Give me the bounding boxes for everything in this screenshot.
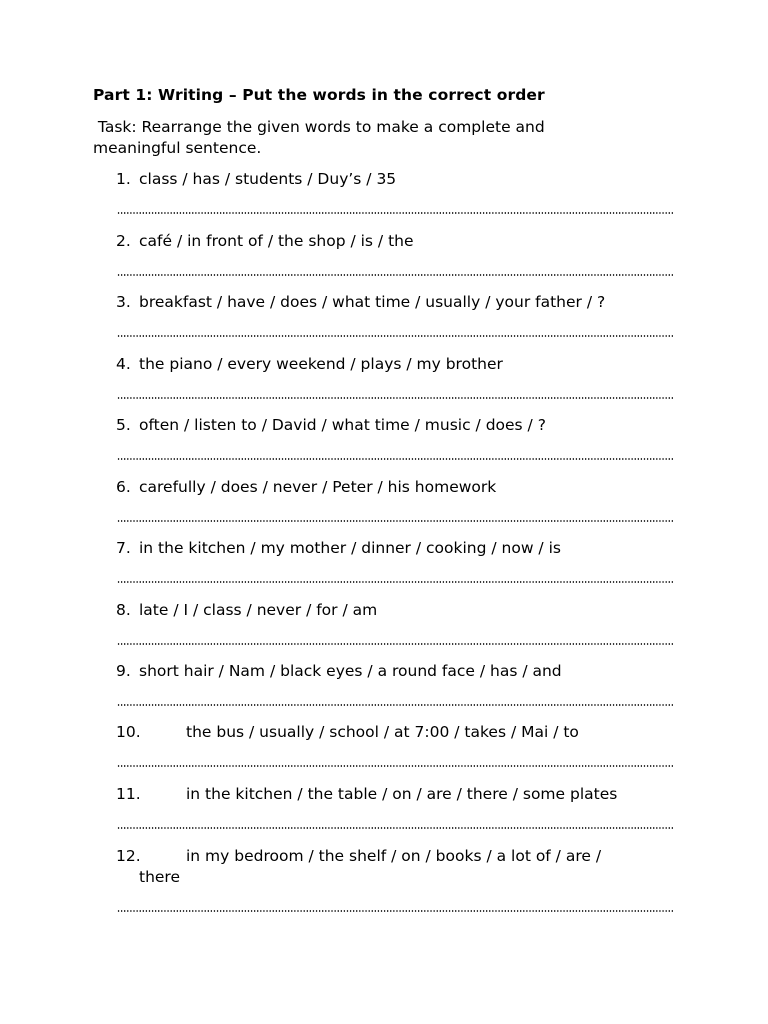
answer-line bbox=[117, 520, 674, 522]
answer-line bbox=[117, 212, 674, 214]
answer-line bbox=[117, 581, 674, 583]
answer-line bbox=[117, 335, 674, 337]
item-number: 4. bbox=[116, 355, 131, 373]
item-words: late / I / class / never / for / am bbox=[139, 601, 378, 619]
item-words: carefully / does / never / Peter / his homework bbox=[139, 478, 497, 496]
item-words: breakfast / have / does / what time / usually / your father / ? bbox=[139, 293, 606, 311]
item-number: 8. bbox=[116, 601, 131, 619]
answer-line bbox=[117, 704, 674, 706]
item-words: café / in front of / the shop / is / the bbox=[139, 232, 414, 250]
answer-line bbox=[117, 397, 674, 399]
answer-line bbox=[117, 827, 674, 829]
item-words: in the kitchen / my mother / dinner / cooking / now / is bbox=[139, 539, 561, 557]
item-words: in my bedroom / the shelf / on / books / a lot of / are / bbox=[186, 847, 602, 865]
item-number: 2. bbox=[116, 232, 131, 250]
section-title: Part 1: Writing – Put the words in the correct order bbox=[93, 86, 545, 104]
item-number: 9. bbox=[116, 662, 131, 680]
item-words: in the kitchen / the table / on / are / there / some plates bbox=[186, 785, 618, 803]
item-words: short hair / Nam / black eyes / a round face / has / and bbox=[139, 662, 562, 680]
item-words: class / has / students / Duy’s / 35 bbox=[139, 170, 397, 188]
item-number: 12. bbox=[116, 847, 141, 865]
answer-line bbox=[117, 910, 674, 912]
item-words: the piano / every weekend / plays / my brother bbox=[139, 355, 503, 373]
item-words: often / listen to / David / what time / music / does / ? bbox=[139, 416, 546, 434]
item-number: 3. bbox=[116, 293, 131, 311]
answer-line bbox=[117, 765, 674, 767]
item-number: 11. bbox=[116, 785, 141, 803]
task-instructions: Task: Rearrange the given words to make a complete and meaningful sentence. bbox=[93, 118, 545, 157]
answer-line bbox=[117, 274, 674, 276]
item-number: 6. bbox=[116, 478, 131, 496]
item-words-continuation: there bbox=[139, 868, 181, 886]
item-number: 7. bbox=[116, 539, 131, 557]
item-number: 10. bbox=[116, 723, 141, 741]
answer-line bbox=[117, 643, 674, 645]
answer-line bbox=[117, 458, 674, 460]
item-words: the bus / usually / school / at 7:00 / takes / Mai / to bbox=[186, 723, 579, 741]
item-number: 1. bbox=[116, 170, 131, 188]
item-number: 5. bbox=[116, 416, 131, 434]
